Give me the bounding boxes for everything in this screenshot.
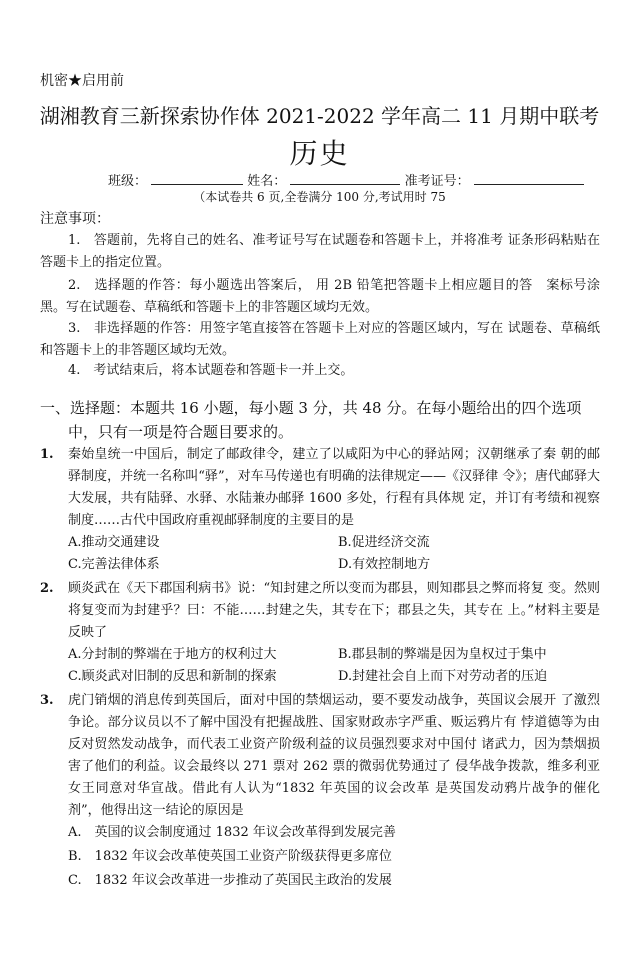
ticket-blank	[474, 172, 584, 185]
option-b: B.郡县制的弊端是因为皇权过于集中	[338, 647, 547, 662]
confidential-mark: 机密★启用前	[40, 73, 124, 89]
name-blank	[290, 172, 400, 185]
option-b: B. 1832 年议会改革使英国工业资产阶级获得更多席位	[68, 849, 392, 864]
section-heading	[40, 396, 605, 444]
question-2	[40, 578, 600, 644]
class-blank	[151, 172, 243, 185]
option-a: A.分封制的弊端在于地方的权利过大	[68, 647, 277, 662]
question-text: 顾炎武在《天下郡国利病书》说：“知封建之所以变而为郡县，则知郡县之弊而将复 变。然则将复变而为封建乎？曰：不能……封建之失，其专在下；郡县之失，其专在 上。”材料主要是反映了	[68, 581, 600, 640]
option-d: D.有效控制地方	[338, 557, 431, 572]
question-text: 虎门销烟的消息传到英国后，面对中国的禁烟运动，要不要发动战争，英国议会展开 了激烈争论。部分议员以不了解中国没有把握战胜、国家财政赤字严重、贩运鸦片有 悖道德等为由反对贸然发动战争，而代表工业资产阶级利益的议员强烈要求对中国付 诸武力，因为禁烟损害了他们的利益。议会最终以 271 票对 262 票的微弱优势通过了 侵华战争拨款，维多利亚女王同意对华宣战。借此有人认为“1832 年英国的议会改革 是英国发动鸦片战争的催化剂”，他得出这一结论的原因是	[68, 693, 600, 818]
option-b: B.促进经济交流	[338, 535, 430, 550]
option-c: C.完善法律体系	[68, 557, 160, 572]
option-c: C.顾炎武对旧制的反思和新制的探索	[68, 669, 277, 684]
notice-item-2: 2. 选择题的作答：每小题选出答案后， 用 2B 铅笔把答题卡上相应题目的答 案标号涂黑。写在试题卷、草稿纸和答题卡上的非答题区域均无效。	[40, 278, 600, 315]
option-d: D.封建社会自上而下对劳动者的压迫	[338, 669, 548, 684]
subject-title: 历史	[289, 137, 350, 170]
ticket-label: 准考证号：	[404, 174, 470, 189]
question-number: 3.	[40, 693, 54, 708]
option-a: A. 英国的议会制度通过 1832 年议会改革得到发展完善	[68, 825, 396, 840]
option-c: C. 1832 年议会改革进一步推动了英国民主政治的发展	[68, 873, 392, 888]
question-2-options	[68, 644, 608, 688]
exam-title: 湖湘教育三新探索协作体 2021-2022 学年高二 11 月期中联考	[39, 104, 600, 128]
notice-item-4: 4. 考试结束后，将本试题卷和答题卡一并上交。	[68, 363, 354, 378]
notice-heading: 注意事项：	[40, 211, 110, 227]
question-text: 秦始皇统一中国后，制定了邮政律令，建立了以咸阳为中心的驿站网；汉朝继承了秦 朝的邮驿制度，并统一名称叫“驿”，对车马传递也有明确的法律规定——《汉驿律 令》；唐代邮驿大大发展，共有陆驿、水驿、水陆兼办邮驿 1600 多处，行程有具体规 定，并订有考绩和视察制度……古代中国政府重视邮驿制度的主要目的是	[68, 447, 600, 528]
section-heading-text: 一、选择题：本题共 16 小题，每小题 3 分，共 48 分。在每小题给出的四个选项中，只有一项是符合题目要求的。	[40, 399, 582, 441]
question-1-options	[68, 532, 608, 576]
exam-info: （本试卷共 6 页,全卷满分 100 分,考试用时 75	[193, 190, 446, 204]
notice-item-3: 3. 非选择题的作答：用签字笔直接答在答题卡上对应的答题区域内，写在 试题卷、草稿纸和答题卡上的非答题区域均无效。	[40, 321, 600, 358]
option-a: A.推动交通建设	[68, 535, 160, 550]
candidate-fields	[108, 170, 584, 189]
question-number: 1.	[40, 447, 54, 462]
question-3	[40, 690, 600, 822]
question-number: 2.	[40, 581, 54, 596]
class-label: 班级：	[108, 174, 148, 189]
question-1	[40, 444, 600, 532]
notice-item-1: 1. 答题前，先将自己的姓名、准考证号写在试题卷和答题卡上，并将准考 证条形码粘贴在答题卡上的指定位置。	[40, 233, 600, 270]
name-label: 姓名：	[247, 174, 287, 189]
